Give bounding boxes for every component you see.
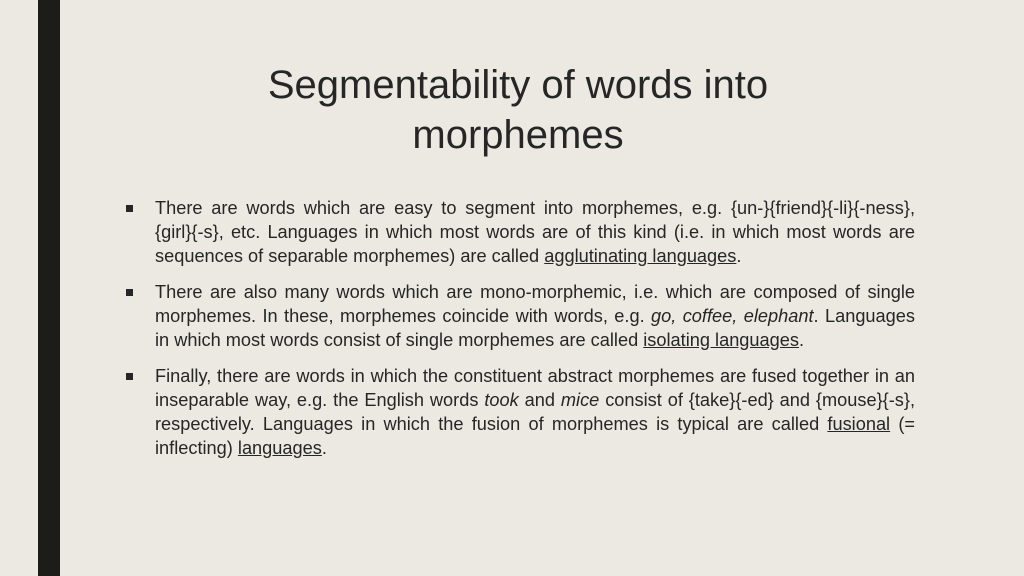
- bullet-text: .: [798, 330, 805, 350]
- bullet-list: [125, 196, 915, 472]
- title-line-1: Segmentability of words into: [267, 63, 769, 107]
- left-accent-bar: [38, 0, 60, 576]
- bullet-agglutinating: [125, 196, 915, 268]
- bullet-text: .: [321, 438, 327, 458]
- bullet-text: and: [518, 390, 561, 410]
- bullet-isolating: [125, 280, 915, 352]
- examples-mono-morphemic: go, coffee, elephant: [651, 306, 814, 326]
- square-bullet-icon: [126, 289, 133, 296]
- term-agglutinating-languages: agglutinating languages: [544, 246, 737, 266]
- term-isolating-languages: isolating languages: [643, 330, 799, 350]
- bullet-text: .: [736, 246, 742, 266]
- bullet-text: Finally, there are words in which the constituent abstract morphemes are fused together in an inseparable way, e.g. the English words: [155, 366, 915, 410]
- bullet-text: There are also many words which are mono-morphemic, i.e. which are composed of single morphemes. In these, morphemes coincide with words, e.g.: [155, 282, 915, 326]
- slide-title: [200, 60, 836, 160]
- bullet-text: (= inflecting): [155, 414, 915, 458]
- square-bullet-icon: [126, 373, 133, 380]
- example-took: took: [484, 390, 519, 410]
- example-mice: mice: [560, 390, 600, 410]
- term-fusional: fusional: [827, 414, 891, 434]
- square-bullet-icon: [126, 205, 133, 212]
- bullet-fusional: [125, 364, 915, 460]
- title-line-2: morphemes: [412, 113, 624, 157]
- bullet-text: consist of {take}{-ed} and {mouse}{-s}, respectively. Languages in which the fusion of morphemes is typical are called: [155, 390, 916, 434]
- bullet-text: . Languages in which most words consist of single morphemes are called: [155, 306, 915, 350]
- bullet-text: There are words which are easy to segment into morphemes, e.g. {un-}{friend}{-li}{-ness}, {girl}{-s}, etc. Languages in which most words are of this kind (i.e. in which most words are sequences of separable morphemes) are called: [155, 198, 915, 266]
- term-languages: languages: [237, 438, 322, 458]
